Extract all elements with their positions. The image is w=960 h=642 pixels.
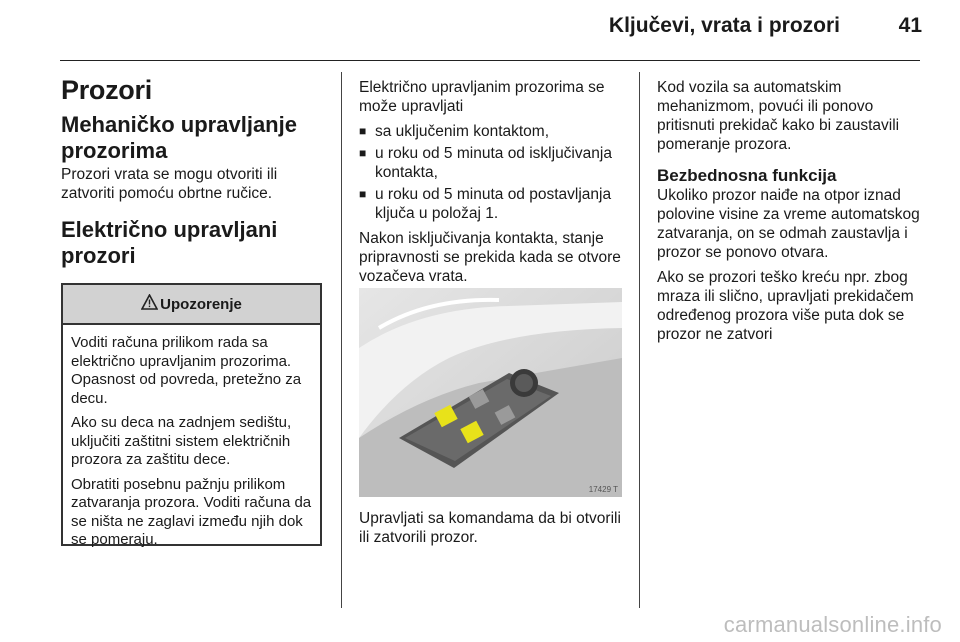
column-2 <box>359 78 624 292</box>
list-item: ■ sa uključenim kontaktom, <box>359 122 624 141</box>
safety-text: Ukoliko prozor naiđe na otpor iznad polovine visine za vreme automatskog zatvaranja, on se odmah zaustavlja i prozor se ponovo otvara. <box>657 187 920 261</box>
door-panel-drawing <box>359 288 622 497</box>
section-text-mechanical: Prozori vrata se mogu otvoriti ili zatvoriti pomoću obrtne ručice. <box>61 166 278 202</box>
column-divider-1 <box>341 72 342 608</box>
column-1 <box>61 74 326 269</box>
section-heading-mechanical: Mehaničko upravljanje prozorima <box>61 112 297 163</box>
list-item: ■ u roku od 5 minuta od postavljanja ključa u položaj 1. <box>359 185 624 223</box>
watermark: carmanualsonline.info <box>723 612 942 637</box>
header-rule <box>60 60 920 61</box>
page-number: 41 <box>898 14 922 37</box>
safety-heading: Bezbednosna funkcija <box>657 166 837 185</box>
page-title: Prozori <box>61 75 152 105</box>
warning-paragraph-2: Ako su deca na zadnjem sedištu, uključiti zaštitni sistem električnih prozora za zaštitu dece. <box>71 414 292 468</box>
column-2-intro: Električno upravljanim prozorima se može upravljati <box>359 79 605 115</box>
warning-label: Upozorenje <box>160 295 242 313</box>
column-3 <box>657 78 925 350</box>
warning-paragraph-3: Obratiti posebnu pažnju prilikom zatvaranja prozora. Voditi računa da se ništa ne zaglavi između njih dok se pomeraju. <box>71 475 312 548</box>
window-switch-illustration <box>359 288 622 497</box>
warning-header <box>63 285 320 325</box>
image-caption <box>359 509 624 553</box>
auto-mechanism-text: Kod vozila sa automatskim mehanizmom, povući ili ponovo pritisnuti prekidač kako bi zaustavili pomeranje prozora. <box>657 79 900 153</box>
conditions-list <box>359 122 624 223</box>
warning-body <box>63 325 320 550</box>
list-item: ■ u roku od 5 minuta od isključivanja kontakta, <box>359 144 624 182</box>
image-code: 17429 T <box>588 485 618 494</box>
warning-box <box>61 283 322 546</box>
standby-text: Nakon isključivanja kontakta, stanje pripravnosti se prekida kada se otvore vozačeva vrata. <box>359 230 621 285</box>
warning-paragraph-1: Voditi računa prilikom rada sa električno upravljanim prozorima. Opasnost od povreda, pretežno za decu. <box>71 334 302 407</box>
warning-triangle-icon <box>141 294 158 315</box>
column-divider-2 <box>639 72 640 608</box>
section-heading-electric: Električno upravljani prozori <box>61 217 278 268</box>
running-header-title: Ključevi, vrata i prozori <box>608 14 840 37</box>
frost-text: Ako se prozori teško kreću npr. zbog mraza ili slično, upravljati prekidačem određenog prozora više puta dok se prozor ne zatvori <box>657 269 914 343</box>
caption-text: Upravljati sa komandama da bi otvorili ili zatvorili prozor. <box>359 510 621 546</box>
